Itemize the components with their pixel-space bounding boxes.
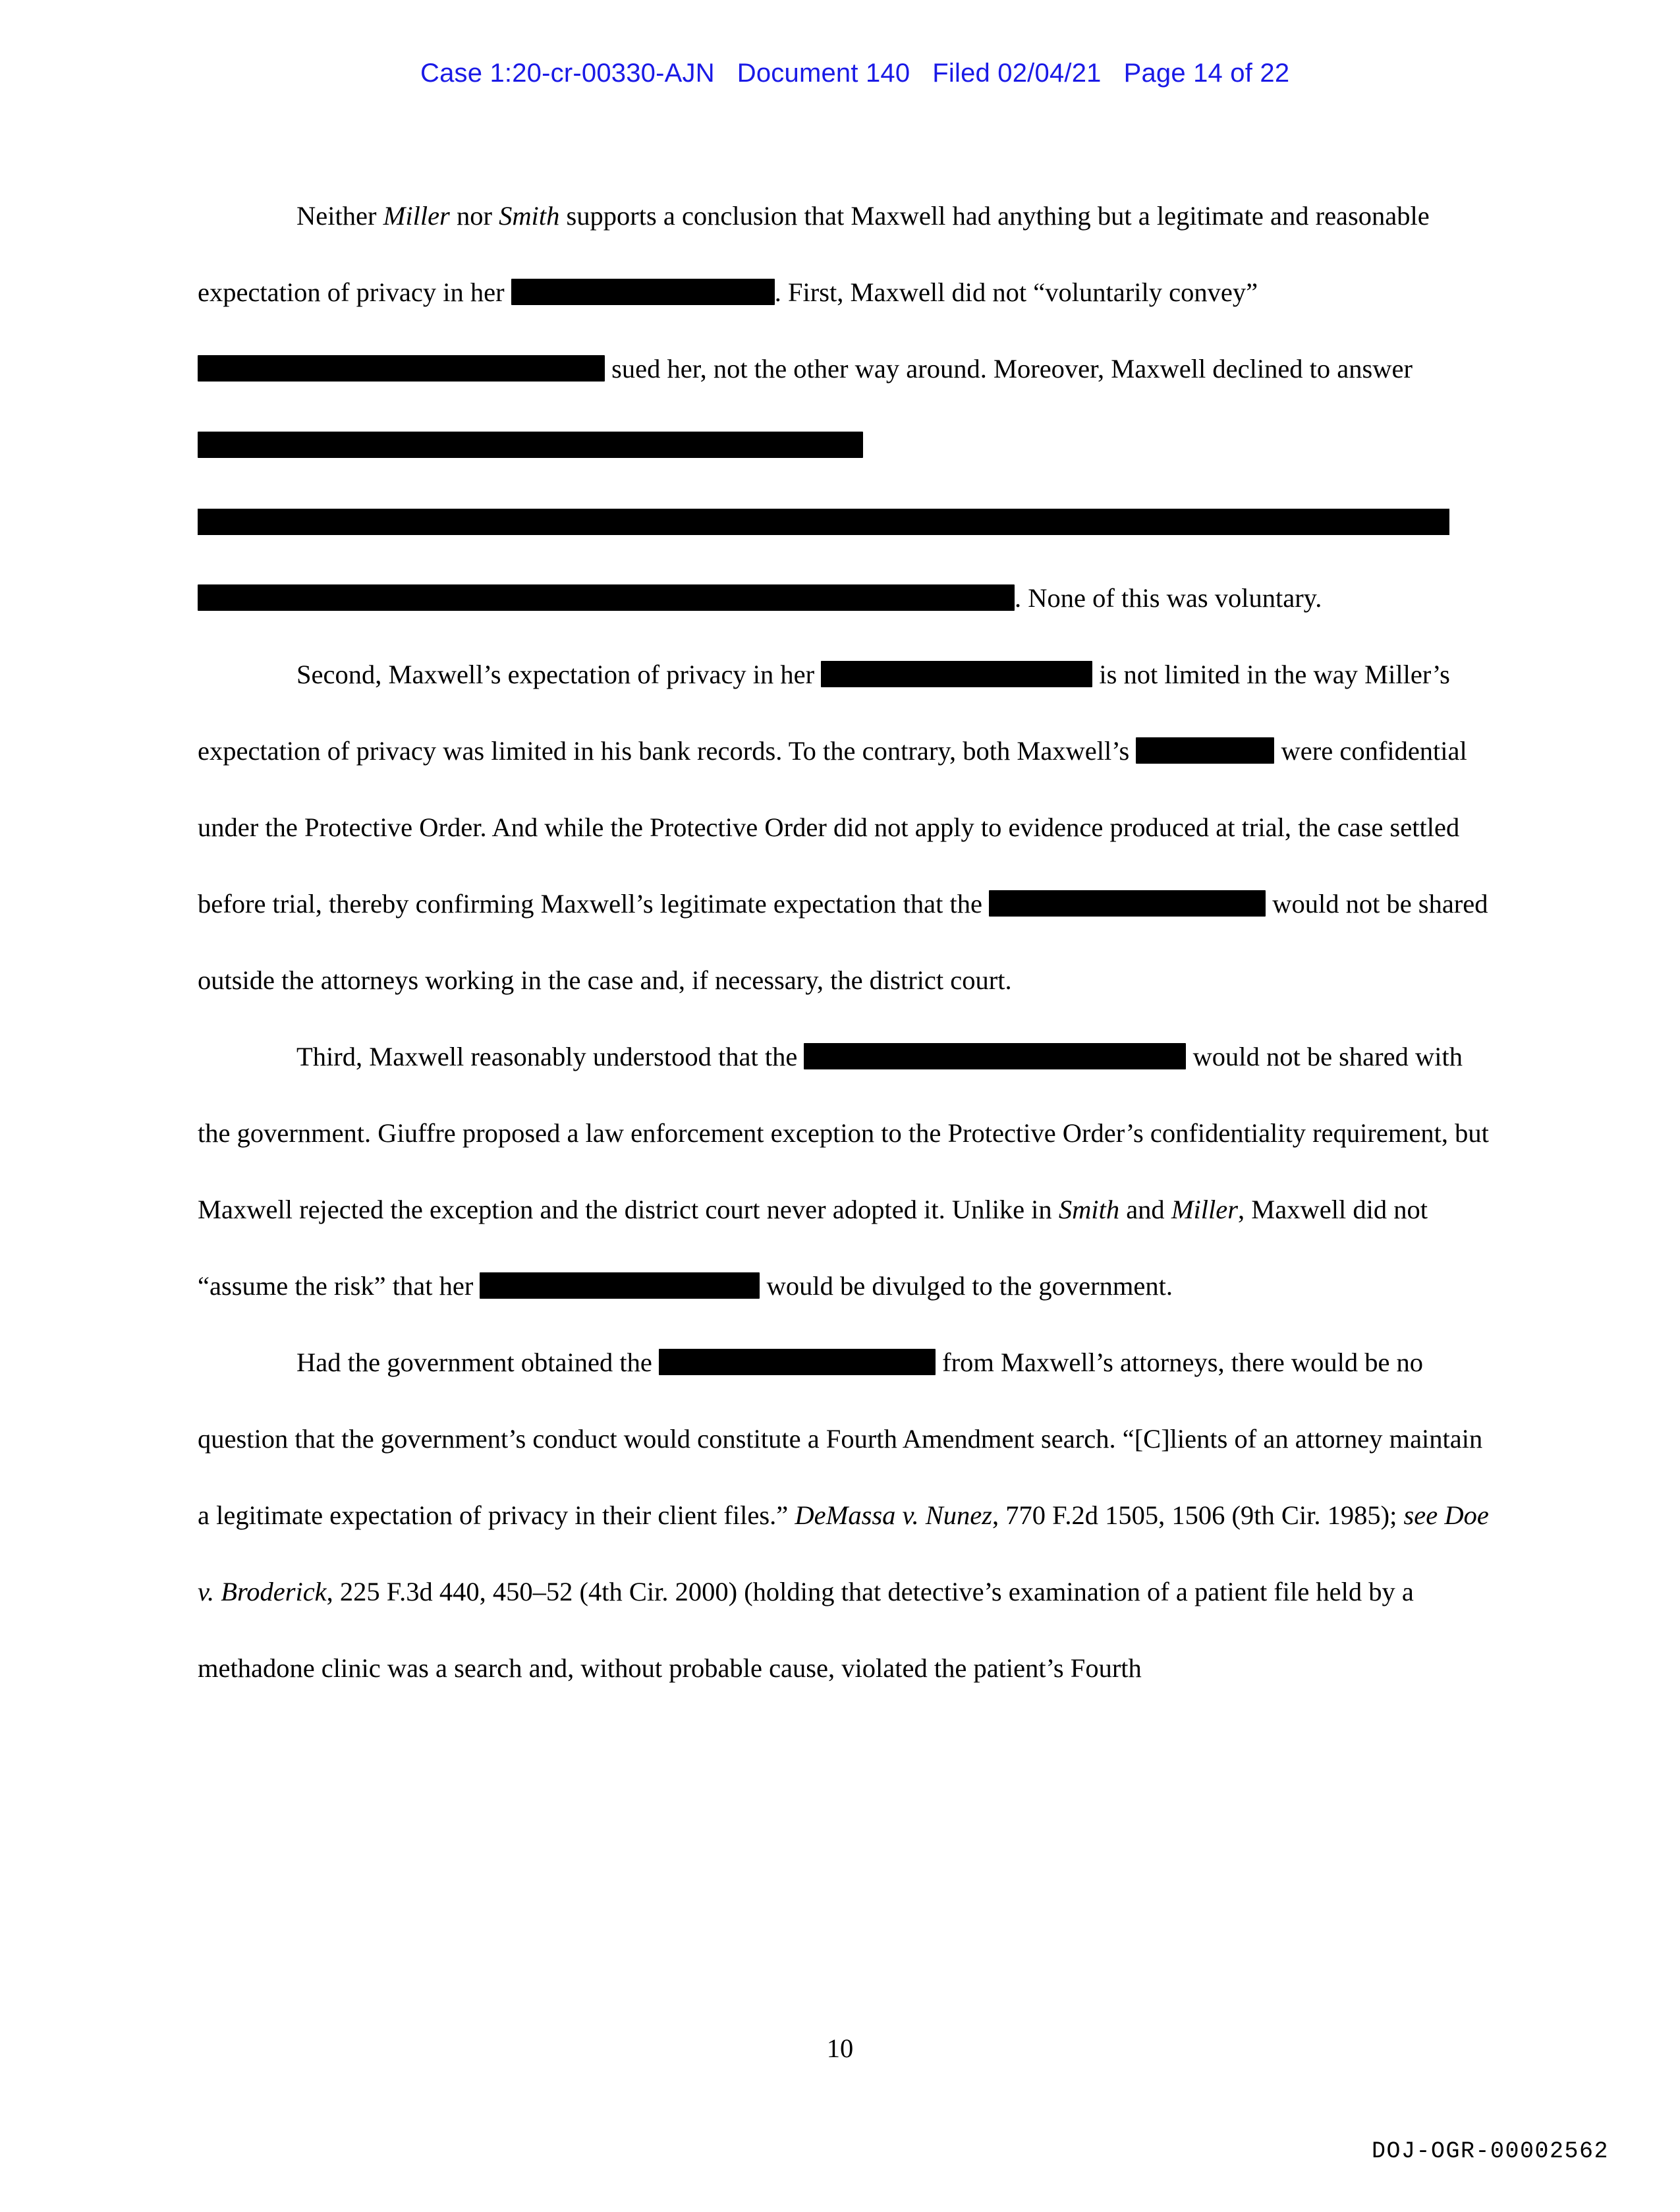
ecf-page-of: Page 14 of 22 <box>1123 59 1290 88</box>
paragraph-2 <box>198 637 1490 1019</box>
redaction-block <box>480 1272 760 1299</box>
p4-text-4: , 225 F.3d 440, 450–52 (4th Cir. 2000) (holding that detective’s examination of a patient file held by a methadone clinic was a search and, without probable cause, violated the patient’s Fourth <box>198 1577 1414 1683</box>
p2-text-4: would not be shared outside the attorneys working in the case and, if necessary, the district court. <box>198 889 1488 995</box>
p4-text-2: from Maxwell’s attorneys, there would be no question that the government’s conduct would constitute a Fourth Amendment search. “[C]lients of an attorney maintain a legitimate expectation of privacy in their client files.” <box>198 1347 1483 1530</box>
redaction-block <box>804 1043 1186 1069</box>
p3-text-3: and <box>1119 1195 1171 1224</box>
redaction-block-fullwidth <box>198 509 1449 535</box>
paragraph-3 <box>198 1019 1490 1324</box>
redaction-block <box>198 432 863 458</box>
redaction-block <box>1136 737 1274 764</box>
bates-number: DOJ-OGR-00002562 <box>1371 2138 1609 2165</box>
p3-text-5: would be divulged to the government. <box>760 1271 1173 1301</box>
page-number: 10 <box>826 2033 854 2063</box>
p4-text-3: , 770 F.2d 1505, 1506 (9th Cir. 1985); <box>992 1500 1404 1530</box>
p3-italic-smith: Smith <box>1058 1195 1120 1224</box>
p2-text-3: were confidential under the Protective Order. And while the Protective Order did not apply to evidence produced at trial, the case settled before trial, thereby confirming Maxwell’s legitimate expectation that the <box>198 736 1467 919</box>
ecf-case-number: Case 1:20-cr-00330-AJN <box>420 59 715 88</box>
p1-text-3: supports a conclusion that Maxwell had anything but a legitimate and reasonable expectation of privacy in her <box>198 201 1430 307</box>
p3-italic-miller: Miller <box>1171 1195 1239 1224</box>
p3-text-2: would not be shared with the government. Giuffre proposed a law enforcement exception to the Protective Order’s confidentiality requirement, but Maxwell rejected the exception and the district court never adopted it. Unlike in <box>198 1042 1489 1224</box>
document-body <box>198 178 1490 1707</box>
p4-citation-demassa: DeMassa v. Nunez <box>795 1500 992 1530</box>
redaction-block <box>659 1349 936 1375</box>
ecf-spacer-1 <box>715 59 737 88</box>
p3-text-4: , Maxwell did not “assume the risk” that her <box>198 1195 1428 1301</box>
redaction-block <box>198 355 605 382</box>
p1-text-2: nor <box>449 201 499 231</box>
ecf-spacer-3 <box>1102 59 1124 88</box>
redaction-block <box>821 661 1092 687</box>
p4-text-1: Had the government obtained the <box>296 1347 659 1377</box>
p4-citation-broderick: see Doe v. Broderick <box>198 1500 1489 1606</box>
p1-text-5: sued her, not the other way around. Moreover, Maxwell declined to answer <box>605 354 1413 383</box>
p2-text-2: is not limited in the way Miller’s expectation of privacy was limited in his bank records. To the contrary, both Maxwell’s <box>198 660 1450 766</box>
redaction-block <box>511 279 775 305</box>
redaction-block <box>989 890 1266 917</box>
ecf-document-number: Document 140 <box>737 59 910 88</box>
p1-text-1: Neither <box>296 201 383 231</box>
ecf-stamp-header <box>0 29 1680 118</box>
p2-text-1: Second, Maxwell’s expectation of privacy in her <box>296 660 822 689</box>
ecf-filed-date: Filed 02/04/21 <box>932 59 1102 88</box>
p1-italic-miller: Miller <box>383 201 450 231</box>
p1-text-4: . First, Maxwell did not “voluntarily convey” <box>774 277 1258 307</box>
ecf-spacer-2 <box>910 59 932 88</box>
p1-text-6: . None of this was voluntary. <box>1015 583 1322 613</box>
paragraph-1 <box>198 178 1490 637</box>
p3-text-1: Third, Maxwell reasonably understood that the <box>296 1042 804 1071</box>
p1-italic-smith: Smith <box>499 201 560 231</box>
redaction-block <box>198 584 1015 611</box>
paragraph-4 <box>198 1324 1490 1707</box>
